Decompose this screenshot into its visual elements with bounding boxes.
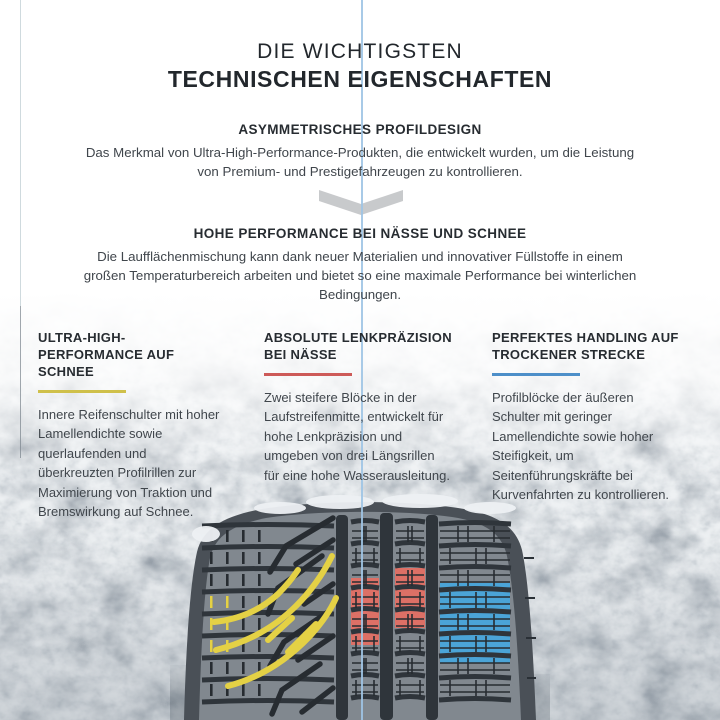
feature-body: Innere Reifenschulter mit hoher Lamellendichte sowie querlaufenden und überkreuzten Profilrillen zur Maximierung von Traktion und Bremswirkung auf Schnee. (38, 406, 220, 520)
feature-body: Zwei steifere Blöcke in der Laufstreifenmitte, entwickelt für hohe Lenkpräzision und umgeben von drei Längsrillen für eine hohe Wasserausleitung. (264, 389, 450, 483)
feature-dry (492, 330, 684, 505)
section-profildesign (0, 122, 720, 182)
section-heading: ASYMMETRISCHES PROFILDESIGN (238, 122, 482, 137)
section-performance (0, 226, 720, 305)
page-title (0, 38, 720, 94)
section-body: Das Merkmal von Ultra-High-Performance-Produkten, die entwickelt wurden, um die Leistung von Premium- und Prestigefahrzeugen zu kontrollieren. (85, 145, 635, 179)
feature-snow (38, 330, 230, 522)
feature-body: Profilblöcke der äußeren Schulter mit geringer Lamellendichte sowie hoher Steifigkeit, um Seitenführungskräfte bei Kurvenfahrten zu kontrollieren. (492, 389, 670, 503)
feature-accent-bar-red (264, 373, 352, 376)
section-heading: HOHE PERFORMANCE BEI NÄSSE UND SCHNEE (193, 226, 527, 241)
feature-heading: ABSOLUTE LENKPRÄZISION BEI NÄSSE (264, 330, 452, 362)
tire-image (170, 488, 550, 720)
left-accent-line-mid (20, 306, 21, 458)
feature-wet (264, 330, 456, 485)
feature-heading: PERFEKTES HANDLING AUF TROCKENER STRECKE (492, 330, 679, 362)
section-body: Die Laufflächenmischung kann dank neuer Materialien und innovativer Füllstoffe in einem großen Temperaturbereich arbeiten und bietet so eine maximale Performance bei winterlichen Bedingungen. (83, 249, 637, 302)
feature-heading: ULTRA-HIGH-PERFORMANCE AUF SCHNEE (38, 330, 175, 379)
feature-accent-bar-yellow (38, 390, 126, 393)
feature-accent-bar-blue (492, 373, 580, 376)
title-line-2: TECHNISCHEN EIGENSCHAFTEN (167, 66, 553, 93)
title-line-1: DIE WICHTIGSTEN (257, 40, 463, 63)
